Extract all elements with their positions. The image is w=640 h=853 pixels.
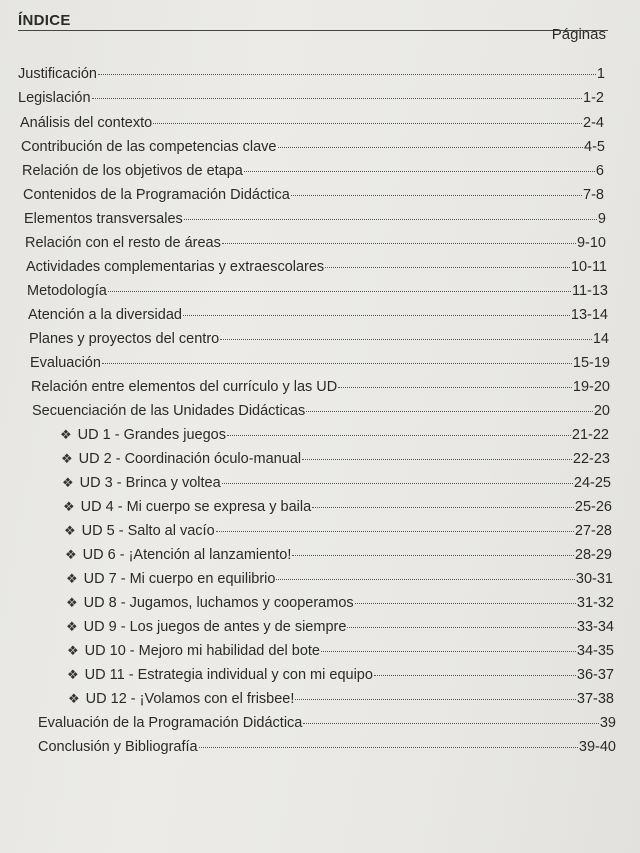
toc-entry-page: 9-10	[576, 235, 606, 251]
toc-entry-page: 22-23	[572, 451, 610, 467]
toc-entry-page: 33-34	[576, 619, 614, 635]
dot-leader	[184, 218, 597, 220]
toc-entry	[31, 379, 610, 399]
toc-entry-label: UD 12 - ¡Volamos con el frisbee!	[85, 691, 295, 707]
toc-entry-page: 39	[599, 715, 616, 731]
toc-entry-label: UD 5 - Salto al vacío	[81, 523, 215, 539]
toc-entry-page: 39-40	[578, 739, 616, 755]
toc-entry	[38, 739, 616, 759]
toc-entry-label: UD 10 - Mejoro mi habilidad del bote	[84, 643, 320, 659]
pages-column-label: Páginas	[551, 26, 606, 43]
toc-entry	[22, 163, 604, 183]
toc-entry-page: 27-28	[574, 523, 612, 539]
toc-entry-label: Análisis del contexto	[20, 115, 153, 131]
toc-entry-label: Justificación	[18, 66, 97, 82]
toc-entry-label: UD 6 - ¡Atención al lanzamiento!	[82, 547, 292, 563]
toc-entry-label: Evaluación de la Programación Didáctica	[38, 715, 303, 731]
diamond-bullet-icon: ❖	[60, 427, 72, 442]
diamond-bullet-icon: ❖	[64, 523, 76, 538]
toc-entry-page: 19-20	[572, 379, 610, 395]
toc-entry-page: 7-8	[583, 187, 604, 203]
toc-entry-page: 6	[595, 163, 604, 179]
dot-leader	[108, 290, 571, 292]
toc-entry-label: Relación de los objetivos de etapa	[22, 163, 243, 179]
diamond-bullet-icon: ❖	[67, 643, 79, 658]
dot-leader	[292, 554, 574, 556]
toc-entry-page: 30-31	[575, 571, 613, 587]
dot-leader	[227, 434, 571, 436]
toc-entry-page: 1	[596, 66, 605, 82]
dot-leader	[222, 482, 573, 484]
toc-entry-page: 1-2	[583, 90, 604, 106]
toc-entry	[28, 307, 608, 327]
toc-entry-label: UD 4 - Mi cuerpo se expresa y baila	[80, 499, 312, 515]
dot-leader	[312, 506, 574, 508]
toc-entry-page: 21-22	[571, 427, 609, 443]
toc-entry	[23, 187, 604, 207]
toc-entry-label: UD 9 - Los juegos de antes y de siempre	[83, 619, 347, 635]
toc-entry-page: 25-26	[574, 499, 612, 515]
toc-entry-label: Elementos transversales	[24, 211, 183, 227]
diamond-bullet-icon: ❖	[66, 619, 78, 634]
toc-entry-page: 14	[592, 331, 609, 347]
toc-entry-page: 24-25	[573, 475, 611, 491]
dot-leader	[276, 578, 574, 580]
toc-entry	[20, 115, 604, 135]
toc-entry	[60, 427, 609, 447]
toc-entry-label: UD 1 - Grandes juegos	[77, 427, 226, 443]
dot-leader	[325, 266, 570, 268]
dot-leader	[338, 386, 572, 388]
toc-entry	[66, 571, 613, 591]
toc-entry	[67, 667, 614, 687]
toc-entry-page: 28-29	[574, 547, 612, 563]
dot-leader	[102, 362, 572, 364]
toc-entry	[21, 139, 605, 159]
toc-entry	[30, 355, 610, 375]
diamond-bullet-icon: ❖	[66, 571, 78, 586]
dot-leader	[306, 410, 593, 412]
toc-entry-page: 4-5	[584, 139, 605, 155]
dot-leader	[295, 698, 576, 700]
dot-leader	[92, 97, 582, 99]
dot-leader	[302, 458, 572, 460]
index-header	[18, 10, 608, 31]
toc-entry-page: 11-13	[571, 283, 608, 299]
toc-entry-label: Contenidos de la Programación Didáctica	[23, 187, 290, 203]
toc-entry	[62, 475, 611, 495]
toc-entry-label: Relación entre elementos del currículo y las UD	[31, 379, 338, 395]
toc-entry-label: UD 8 - Jugamos, luchamos y cooperamos	[83, 595, 354, 611]
toc-entry	[18, 66, 605, 86]
dot-leader	[153, 122, 582, 124]
dot-leader	[244, 170, 595, 172]
toc-entry	[38, 715, 616, 735]
toc-entry-page: 37-38	[576, 691, 614, 707]
dot-leader	[216, 530, 574, 532]
toc-entry-label: Secuenciación de las Unidades Didácticas	[32, 403, 306, 419]
toc-entry-page: 9	[597, 211, 606, 227]
dot-leader	[220, 338, 592, 340]
toc-entry-label: Actividades complementarias y extraescolares	[26, 259, 325, 275]
toc-entry	[68, 691, 614, 711]
dot-leader	[291, 194, 582, 196]
toc-entry	[29, 331, 609, 351]
dot-leader	[321, 650, 576, 652]
diamond-bullet-icon: ❖	[66, 595, 78, 610]
dot-leader	[222, 242, 576, 244]
diamond-bullet-icon: ❖	[67, 667, 79, 682]
toc-entry	[64, 523, 612, 543]
dot-leader	[303, 722, 598, 724]
diamond-bullet-icon: ❖	[61, 451, 73, 466]
toc-entry-page: 15-19	[572, 355, 610, 371]
toc-entry-page: 13-14	[570, 307, 608, 323]
toc-entry-page: 34-35	[576, 643, 614, 659]
toc-entry	[63, 499, 612, 519]
toc-entry-page: 36-37	[576, 667, 614, 683]
toc-entry-page: 2-4	[583, 115, 604, 131]
toc-entry-label: Evaluación	[30, 355, 101, 371]
toc-entry	[67, 643, 614, 663]
toc-entry	[25, 235, 606, 255]
toc-entry	[18, 90, 604, 110]
toc-entry-label: Legislación	[18, 90, 91, 106]
diamond-bullet-icon: ❖	[62, 475, 74, 490]
toc-entry-label: Metodología	[27, 283, 107, 299]
toc-entry-label: UD 2 - Coordinación óculo-manual	[78, 451, 302, 467]
diamond-bullet-icon: ❖	[68, 691, 80, 706]
index-title: ÍNDICE	[18, 12, 71, 29]
toc-entry-page: 10-11	[570, 259, 607, 275]
dot-leader	[98, 73, 596, 75]
toc-entry-label: UD 3 - Brinca y voltea	[79, 475, 221, 491]
toc-entry	[65, 547, 612, 567]
toc-entry-label: UD 11 - Estrategia individual y con mi equipo	[84, 667, 373, 683]
dot-leader	[355, 602, 576, 604]
toc-entry	[27, 283, 608, 303]
toc-entry-page: 20	[593, 403, 610, 419]
toc-entry-label: Planes y proyectos del centro	[29, 331, 220, 347]
toc-entry	[66, 595, 614, 615]
dot-leader	[347, 626, 576, 628]
dot-leader	[278, 146, 584, 148]
dot-leader	[374, 674, 576, 676]
toc-entry	[24, 211, 606, 231]
toc-entry-page: 31-32	[576, 595, 614, 611]
toc-entry	[26, 259, 607, 279]
toc-entry-label: Contribución de las competencias clave	[21, 139, 277, 155]
toc-entry-label: Conclusión y Bibliografía	[38, 739, 198, 755]
diamond-bullet-icon: ❖	[63, 499, 75, 514]
toc-entry-label: Relación con el resto de áreas	[25, 235, 221, 251]
dot-leader	[183, 314, 570, 316]
toc-entry	[61, 451, 610, 471]
toc-entry-label: Atención a la diversidad	[28, 307, 182, 323]
toc-entry	[32, 403, 610, 423]
dot-leader	[199, 746, 578, 748]
diamond-bullet-icon: ❖	[65, 547, 77, 562]
toc-entry-label: UD 7 - Mi cuerpo en equilibrio	[83, 571, 276, 587]
toc-entry	[66, 619, 614, 639]
